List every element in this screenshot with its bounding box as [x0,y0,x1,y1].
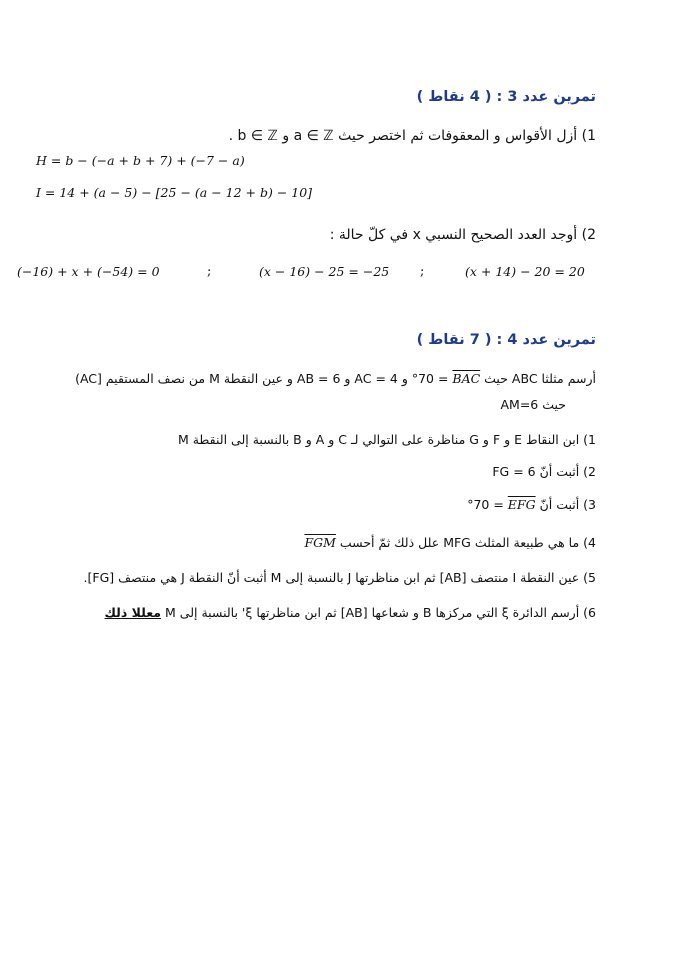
intro-part-b: = 70° و AC = 4 و AB = 6 و عين النقطة M من نصف المستقيم [AC) [75,371,453,386]
q3-part-a: 3) أثبت أنّ [535,497,596,512]
exercise-4-title: تمرين عدد 4 : ( 7 نقاط ) [416,332,596,348]
exercise-4-question-2: 2) أثبت أنّ FG = 6 [492,464,596,479]
separator-1: ; [420,264,425,279]
equation-2: (x − 16) − 25 = −25 [259,264,390,279]
q6-part-a: 6) أرسم الدائرة ξ التي مركزها B و شعاعها [AB] ثم ابن مناظرتها ξ' بالنسبة إلى M [161,605,596,620]
exercise-3-title: تمرين عدد 3 : ( 4 نقاط ) [416,89,596,105]
exercise-4-question-4 [304,535,596,550]
q6-justify: معللا ذلك [104,605,162,620]
angle-FGM: $\overline{FGM}$ [304,535,336,550]
expression-H: H = b − (−a + b + 7) + (−7 − a) [36,153,245,168]
angle-EFG: $\overline{EFG}$ [507,497,536,512]
exercise-4-question-6 [105,605,596,620]
q4-part-a: 4) ما هي طبيعة المثلث MFG علل ذلك ثمّ أحسب [335,535,596,550]
intro-part-a: أرسم مثلثا ABC حيث [480,371,596,386]
exercise-4-question-1: 1) ابن النقاط E و F و G مناظرة على التوالي لـ C و A و B بالنسبة إلى النقطة M [177,432,596,447]
separator-2: ; [207,264,212,279]
equation-1: (x + 14) − 20 = 20 [465,264,585,279]
q3-part-b: = 70° [467,497,508,512]
exercise-4-intro-line-2: حيث AM=6 [500,397,566,412]
equation-3: (−16) + x + (−54) = 0 [17,264,160,279]
exercise-4-intro [75,371,596,386]
angle-BAC: $\overline{BAC}$ [452,371,481,386]
exercise-4-question-5: 5) عين النقطة I منتصف [AB] ثم ابن مناظرتها J بالنسبة إلى M أثبت أنّ النقطة J هي منتصف [FG]. [83,570,596,585]
exercise-4-question-3 [467,497,596,512]
expression-I: I = 14 + (a − 5) − [25 − (a − 12 + b) − 10] [36,185,313,200]
exercise-3-question-1: 1) أزل الأقواس و المعقوفات ثم اختصر حيث a ∈ ℤ و b ∈ ℤ . [228,128,596,144]
exercise-3-question-2: 2) أوجد العدد الصحيح النسبي x في كلّ حالة : [329,227,596,243]
